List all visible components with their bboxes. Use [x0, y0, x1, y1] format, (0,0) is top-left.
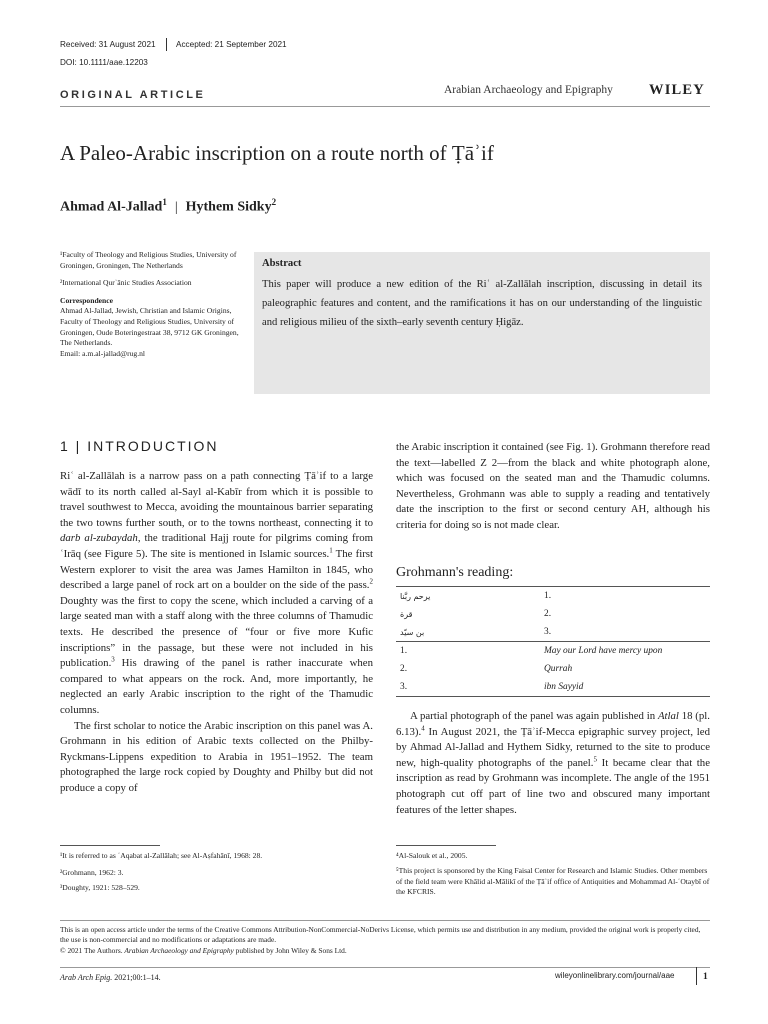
- section-heading-introduction: 1 | INTRODUCTION: [60, 438, 219, 454]
- footnote-ref[interactable]: 4: [421, 724, 425, 732]
- received-date: Received: 31 August 2021: [60, 40, 156, 49]
- author-name[interactable]: Hythem Sidky: [185, 199, 272, 215]
- footnote: ²Grohmann, 1962: 3.: [60, 868, 124, 877]
- footnote: ⁴Al-Salouk et al., 2005.: [396, 851, 468, 860]
- affiliation: ²International Qurʾānic Studies Association: [60, 278, 192, 288]
- license-rule: [60, 920, 710, 921]
- author-list: [60, 197, 276, 216]
- line-number: 2.: [544, 609, 552, 619]
- footnote-ref[interactable]: 1: [329, 546, 333, 555]
- publisher-logo: WILEY: [649, 82, 705, 98]
- footnote: ¹It is referred to as ʿAqabat al-Zallālah; see Al-Aṣfahānī, 1968: 28.: [60, 851, 263, 860]
- reading-table: [396, 586, 710, 697]
- section-label: ORIGINAL ARTICLE: [60, 89, 206, 101]
- paragraph: A partial photograph of the panel was again published in Atlal 18 (pl. 6.13).$^4$ In August 2021, the Ṭāʾif-Mecca epigraphic survey project, led by Ahmad Al-Jallad and Hythem Sidky, returned to the site to produce new, high-quality photographs of the panel.$^5$ It became clear that the inscription as read by Grohmann was incomplete. The angle of the 1951 photograph cut off part of line two and obscured many important features of the letter shapes.: [396, 710, 710, 816]
- translation-line: ibn Sayyid: [540, 678, 710, 697]
- translation-line: Qurrah: [544, 664, 573, 674]
- footnote: ³Doughty, 1921: 528–529.: [60, 883, 140, 892]
- arabic-line: قرة: [400, 609, 413, 619]
- abstract-text: This paper will produce a new edition of the Riʿ al-Zallālah inscription, discussing in detail its paleographic features and content, and the ramifications it has on our understanding of the linguistic and religious milieu of the sixth–early seventh century Ḥigāz.: [262, 279, 702, 328]
- author-affiliation-mark: 1: [162, 197, 167, 207]
- line-number: 3.: [396, 678, 540, 697]
- header-rule: [60, 106, 710, 107]
- journal-url[interactable]: wileyonlinelibrary.com/journal/aae: [555, 971, 675, 980]
- table-row: [396, 660, 710, 678]
- table-row: [396, 623, 710, 642]
- citation: Arab Arch Epig. 2021;00:1–14.: [60, 973, 161, 982]
- paragraph: The first scholar to notice the Arabic inscription on this panel was A. Grohmann in his edition of Arabic texts collected on the Philby-Ryckmans-Lippens expedition to Arabia in 1951–1952. The team photographed the large rock copied by Doughty and Philby but did not produce a copy of: [60, 719, 373, 794]
- table-row: [396, 678, 710, 697]
- footnote-ref[interactable]: 3: [111, 655, 115, 664]
- body-column-right: [396, 440, 710, 534]
- paragraph: Riʿ al-Zallālah is a narrow pass on a path connecting Ṭāʾif to a large wādī to its north called al-Sayl al-Kabīr from which it is possible to travel southwest to Mecca, avoiding the mountainous barrier separating the two towns further south, or to the towns northeast, connecting it to darb al-zubaydah, the traditional Hajj route for pilgrims coming from ʿIrāq (see Figure 5). The site is mentioned in Islamic sources.$^1$ The first Western explorer to visit the area was James Hamilton in 1845, who described a large panel of rock art on a boulder on the side of the pass.$^2$ Doughty was the first to copy the scene, which included a carving of a large seated man with a staff along with the three columns of Thamudic texts. He described the presence of “four or five more Kufic inscriptions” in the passage, but these were not included in his publication.$^3$ His drawing of the panel is rather inaccurate when compared to what appears on the rock. And, more importantly, he neglected an early Arabic inscription to the right of the Thamudic columns.: [60, 470, 373, 716]
- abstract-heading: Abstract: [262, 258, 302, 269]
- accepted-date: Accepted: 21 September 2021: [176, 40, 287, 49]
- page-number: 1: [703, 972, 708, 982]
- table-row: [396, 605, 710, 623]
- table-row: [396, 642, 710, 661]
- page-divider: [696, 967, 697, 985]
- journal-name: Arabian Archaeology and Epigraphy: [444, 84, 613, 96]
- correspondence-heading: Correspondence: [60, 295, 114, 305]
- arabic-line: يرحم ربَّنا: [396, 587, 540, 606]
- arabic-line: بن سيّد: [400, 627, 425, 637]
- correspondence-address: Ahmad Al-Jallad, Jewish, Christian and Islamic Origins, Faculty of Theology and Religious Studies, University of Groningen, Oude Boteringestraat 38, 9712 GK Groningen, The Netherlands.: [60, 306, 239, 348]
- footnote-rule: [60, 845, 160, 846]
- footer-rule: [60, 967, 710, 968]
- author-separator: |: [174, 199, 178, 215]
- table-row: [396, 587, 710, 606]
- author-affiliation-mark: 2: [271, 197, 277, 207]
- footnote-ref[interactable]: 2: [369, 577, 373, 586]
- footnote-rule: [396, 845, 496, 846]
- meta-divider: [166, 38, 167, 51]
- line-number: 1.: [540, 587, 710, 606]
- footnote-ref[interactable]: 5: [593, 755, 597, 764]
- article-title: A Paleo-Arabic inscription on a route north of Ṭāʾif: [60, 141, 494, 165]
- line-number: 3.: [544, 627, 552, 637]
- footnote: ⁵This project is sponsored by the King Faisal Center for Research and Islamic Studies. Other members of the field team were Khālid al-Mālikī of the Ṭāʾif office of Antiquities and Mohammad Al-ʿOtaybī of the KFCRIS.: [396, 866, 710, 897]
- correspondence-email[interactable]: Email: a.m.al-jallad@rug.nl: [60, 348, 146, 358]
- license-notice: [60, 925, 710, 956]
- paragraph: the Arabic inscription it contained (see Fig. 1). Grohmann therefore read the text—labelled Z 2—from the black and white photograph alone, which was focused on the seated man and the Thamudic columns. Nevertheless, Grohmann was able to supply a reading and tentatively date the inscription to the first or second century AH, although his criteria for doing so is not made clear.: [396, 441, 710, 531]
- author-name[interactable]: Ahmad Al-Jallad: [60, 199, 163, 215]
- license-text: This is an open access article under the terms of the Creative Commons Attribution-NonCommercial-NoDerivs License, which permits use and distribution in any medium, provided the original work is properly cited, the use is non-commercial and no modifications or adaptations are made.: [60, 925, 701, 945]
- doi[interactable]: DOI: 10.1111/aae.12203: [60, 58, 148, 67]
- body-column-left: [60, 469, 373, 796]
- affiliation: ¹Faculty of Theology and Religious Studies, University of Groningen, Groningen, The Netherlands: [60, 250, 237, 270]
- body-column-right-continued: [396, 709, 710, 818]
- copyright-line: © 2021 The Authors. Arabian Archaeology and Epigraphy published by John Wiley & Sons Ltd.: [60, 945, 347, 955]
- line-number: 2.: [400, 664, 408, 674]
- line-number: 1.: [396, 642, 540, 661]
- affiliations-block: [60, 250, 242, 359]
- reading-heading: Grohmann's reading:: [396, 565, 514, 580]
- translation-line: May our Lord have mercy upon: [540, 642, 710, 661]
